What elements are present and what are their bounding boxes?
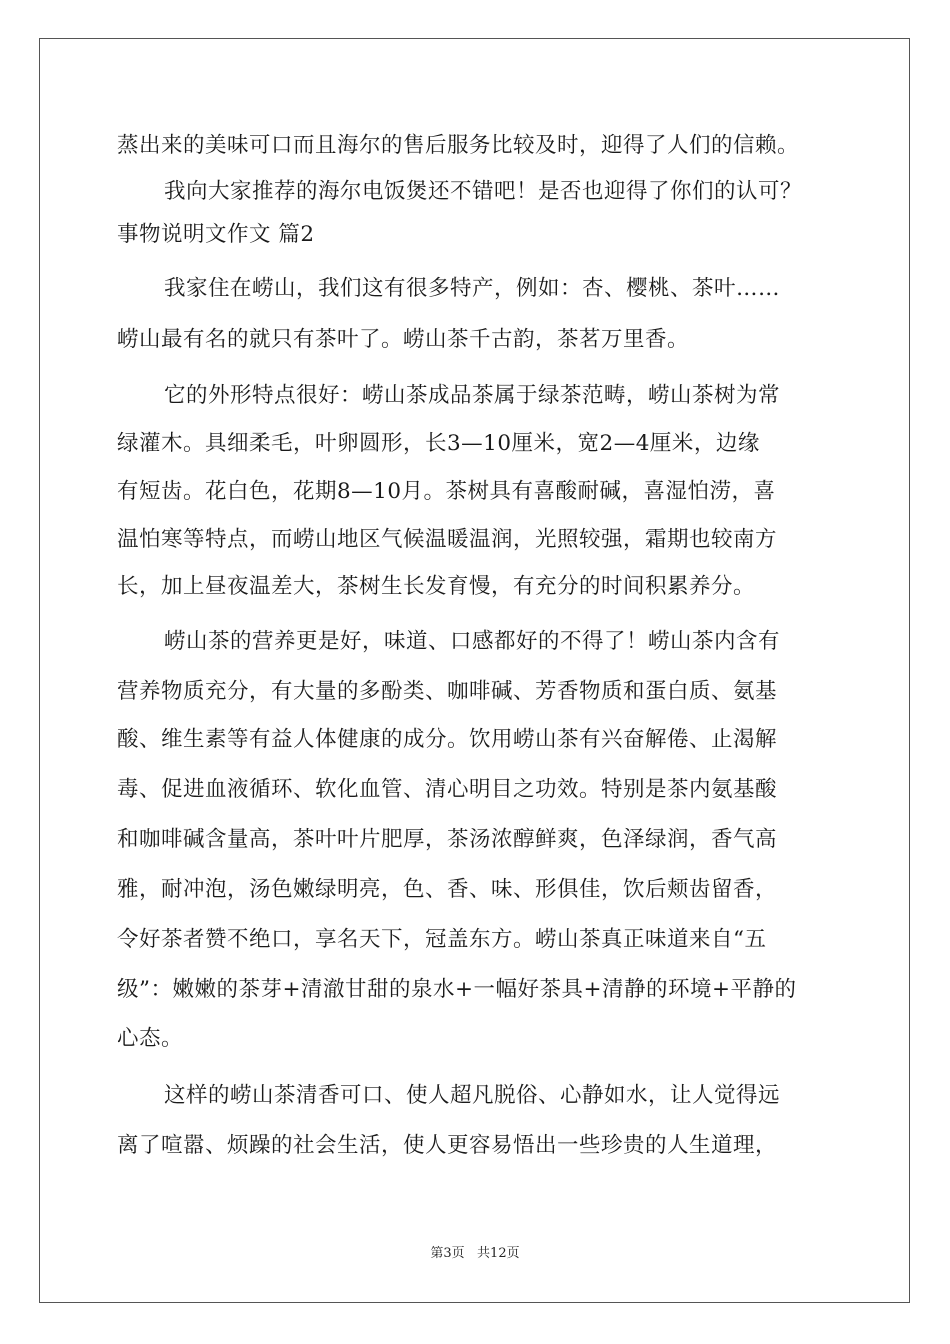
text-line: 营养物质充分，有大量的多酚类、咖啡碱、芳香物质和蛋白质、氨基 (117, 679, 778, 704)
text-line: 温怕寒等特点，而崂山地区气候温暖温润，光照较强，霜期也较南方 (117, 527, 778, 552)
text-line: 令好茶者赞不绝口，享名天下，冠盖东方。崂山茶真正味道来自“五 (117, 927, 767, 952)
page-number: 第3页 共12页 (430, 1246, 520, 1261)
text-line: 它的外形特点很好：崂山茶成品茶属于绿茶范畴，崂山茶树为常 (164, 383, 781, 408)
text-line: 长，加上昼夜温差大，茶树生长发育慢，有充分的时间积累养分。 (117, 574, 756, 599)
text-line: 毒、促进血液循环、软化血管、清心明目之功效。特别是茶内氨基酸 (117, 777, 778, 802)
text-line: 崂山茶的营养更是好，味道、口感都好的不得了！崂山茶内含有 (164, 629, 781, 654)
text-line: 级”：嫩嫩的茶芽+清澈甘甜的泉水+一幅好茶具+清静的环境+平静的 (117, 977, 797, 1002)
text-line: 心态。 (117, 1026, 184, 1051)
text-line: 绿灌木。具细柔毛，叶卵圆形，长3—10厘米，宽2—4厘米，边缘 (117, 431, 760, 456)
text-line: 我向大家推荐的海尔电饭煲还不错吧！是否也迎得了你们的认可？ (164, 179, 803, 204)
text-line: 我家住在崂山，我们这有很多特产，例如：杏、樱桃、茶叶…… (164, 276, 781, 301)
text-line: 蒸出来的美味可口而且海尔的售后服务比较及时，迎得了人们的信赖。 (117, 133, 800, 158)
text-line: 有短齿。花白色，花期8—10月。茶树具有喜酸耐碱，喜湿怕涝，喜 (117, 479, 776, 504)
text-line: 雅，耐冲泡，汤色嫩绿明亮，色、香、味、形俱佳，饮后颊齿留香， (117, 877, 778, 902)
text-line: 崂山最有名的就只有茶叶了。崂山茶千古韵，茶茗万里香。 (117, 327, 690, 352)
text-line: 酸、维生素等有益人体健康的成分。饮用崂山茶有兴奋解倦、止渴解 (117, 727, 778, 752)
section-heading: 事物说明文作文 篇2 (117, 222, 315, 247)
text-line: 离了喧嚣、烦躁的社会生活，使人更容易悟出一些珍贵的人生道理， (117, 1133, 778, 1158)
text-line: 和咖啡碱含量高，茶叶叶片肥厚，茶汤浓醇鲜爽，色泽绿润，香气高 (117, 827, 778, 852)
text-line: 这样的崂山茶清香可口、使人超凡脱俗、心静如水，让人觉得远 (164, 1083, 781, 1108)
